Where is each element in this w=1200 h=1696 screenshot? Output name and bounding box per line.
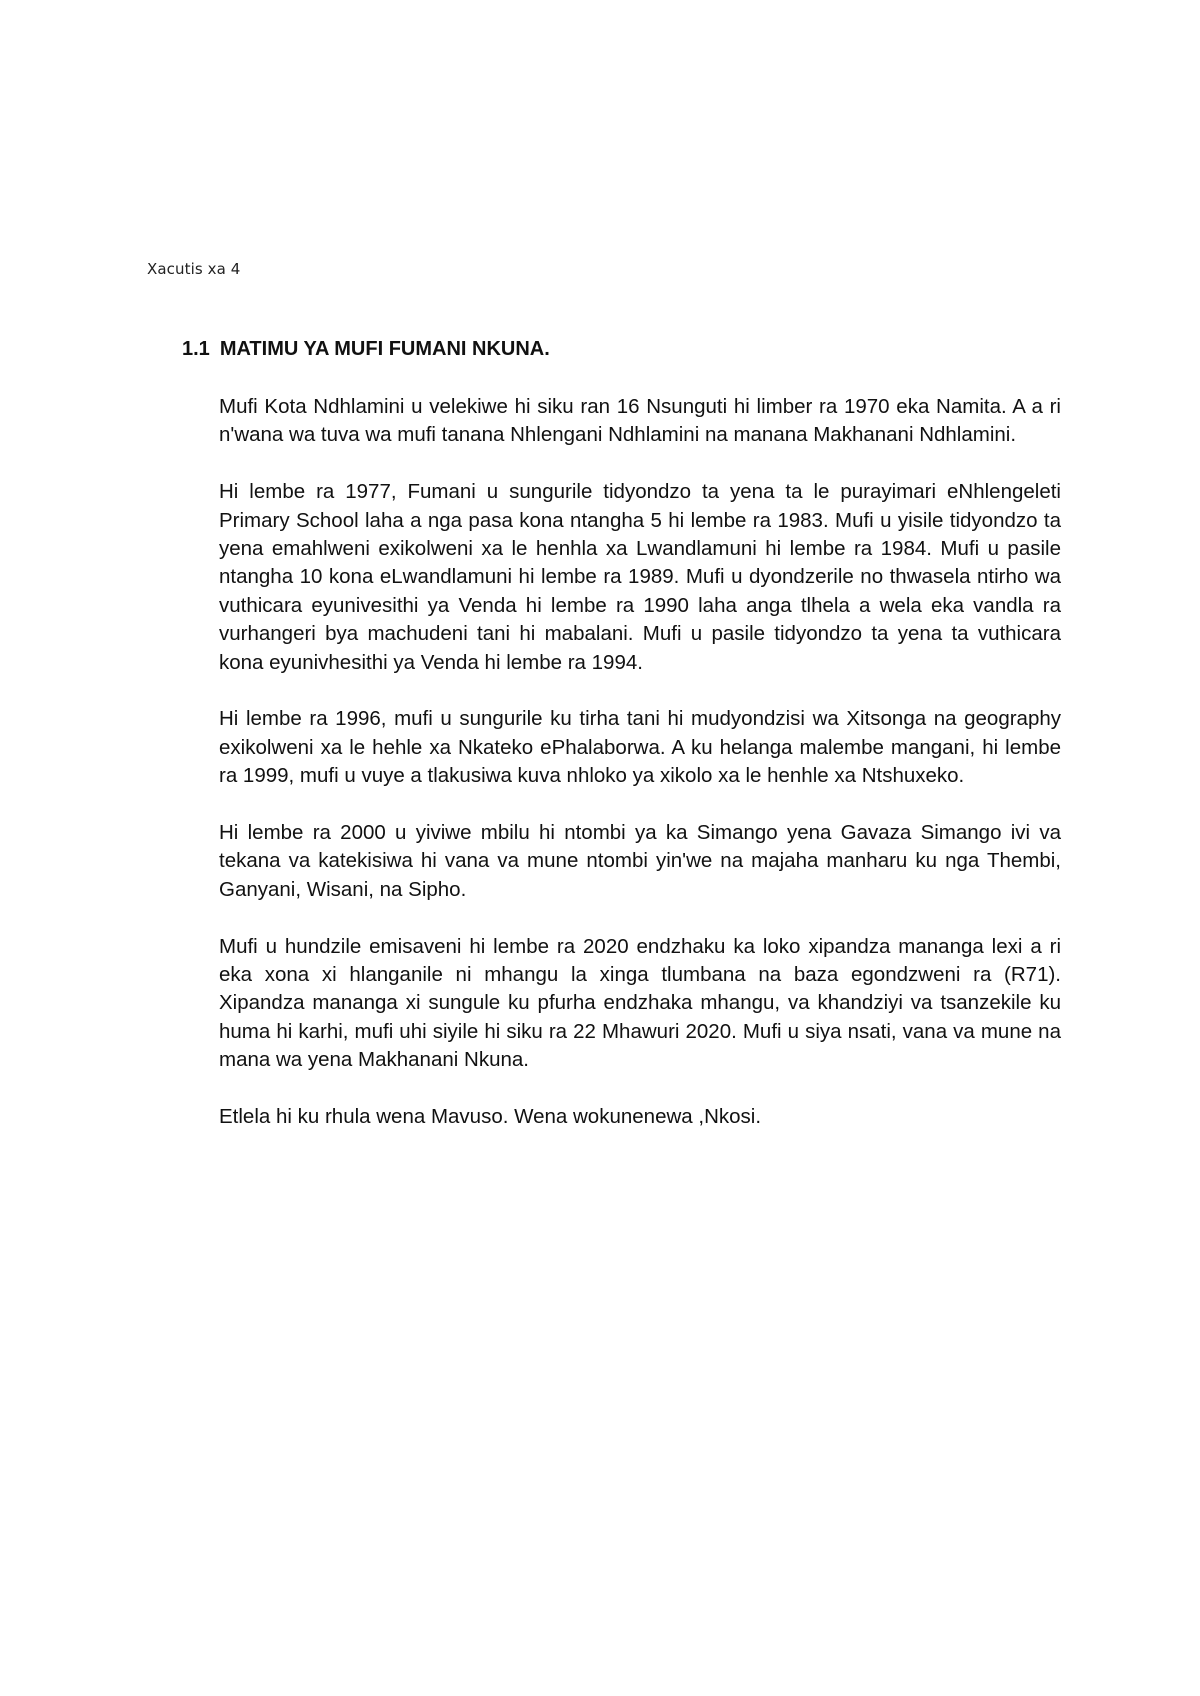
section-heading — [182, 338, 550, 361]
paragraph-family: Hi lembe ra 2000 u yiviwe mbilu hi ntombi ya ka Simango yena Gavaza Simango ivi va tekana va katekisiwa hi vana va mune ntombi yin'we na majaha manharu ku nga Thembi, Ganyani, Wisani, na Sipho. — [219, 821, 1061, 901]
paragraph-birth: Mufi Kota Ndhlamini u velekiwe hi siku ran 16 Nsunguti hi limber ra 1970 eka Namita. A a ri n'wana wa tuva wa mufi tanana Nhlengani Ndhlamini na manana Makhanani Ndhlamini. — [219, 395, 1061, 447]
paragraph-passing: Mufi u hundzile emisaveni hi lembe ra 2020 endzhaku ka loko xipandza mananga lexi a ri eka xona xi hlanganile ni mhangu la xinga tlumbana na baza egondzweni ra (R71). Xipandza mananga xi sungule ku pfurha endzhaka mhangu, va khandziyi va tsanzekile ku huma hi karhi, mufi uhi siyile hi siku ra 22 Mhawuri 2020. Mufi u siya nsati, vana va mune na mana wa yena Makhanani Nkuna. — [219, 934, 1061, 1072]
paragraph-career: Hi lembe ra 1996, mufi u sungurile ku tirha tani hi mudyondzisi wa Xitsonga na geography exikolweni xa le hehle xa Nkateko ePhalaborwa. A ku helanga malembe mangani, hi lembe ra 1999, mufi u vuye a tlakusiwa kuva nhloko ya xikolo xa le henhle xa Ntshuxeko. — [219, 707, 1061, 788]
paragraph-education: Hi lembe ra 1977, Fumani u sungurile tidyondzo ta yena ta le purayimari eNhlengeleti Primary School laha a nga pasa kona ntangha 5 hi lembe ra 1983. Mufi u yisile tidyondzo ta yena emahlweni exikolweni xa le henhla xa Lwandlamuni hi lembe ra 1984. Mufi u pasile ntangha 10 kona eLwandlamuni hi lembe ra 1989. Mufi u dyondzerile no thwasela ntirho wa vuthicara eyunivesithi ya Venda hi lembe ra 1990 laha anga tlhela a wela eka vandla ra vurhangeri bya machudeni tani hi mabalani. Mufi u pasile tidyondzo ta yena ta vuthicara kona eyunivhesithi ya Venda hi lembe ra 1994. — [219, 480, 1061, 674]
page-label: Xacutis xa 4 — [147, 260, 241, 278]
paragraph-closing: Etlela hi ku rhula wena Mavuso. Wena wokunenewa ,Nkosi. — [219, 1105, 762, 1129]
section-number: 1.1 — [182, 338, 210, 360]
section-title: MATIMU YA MUFI FUMANI NKUNA. — [219, 338, 550, 360]
document-body — [219, 393, 1061, 1131]
